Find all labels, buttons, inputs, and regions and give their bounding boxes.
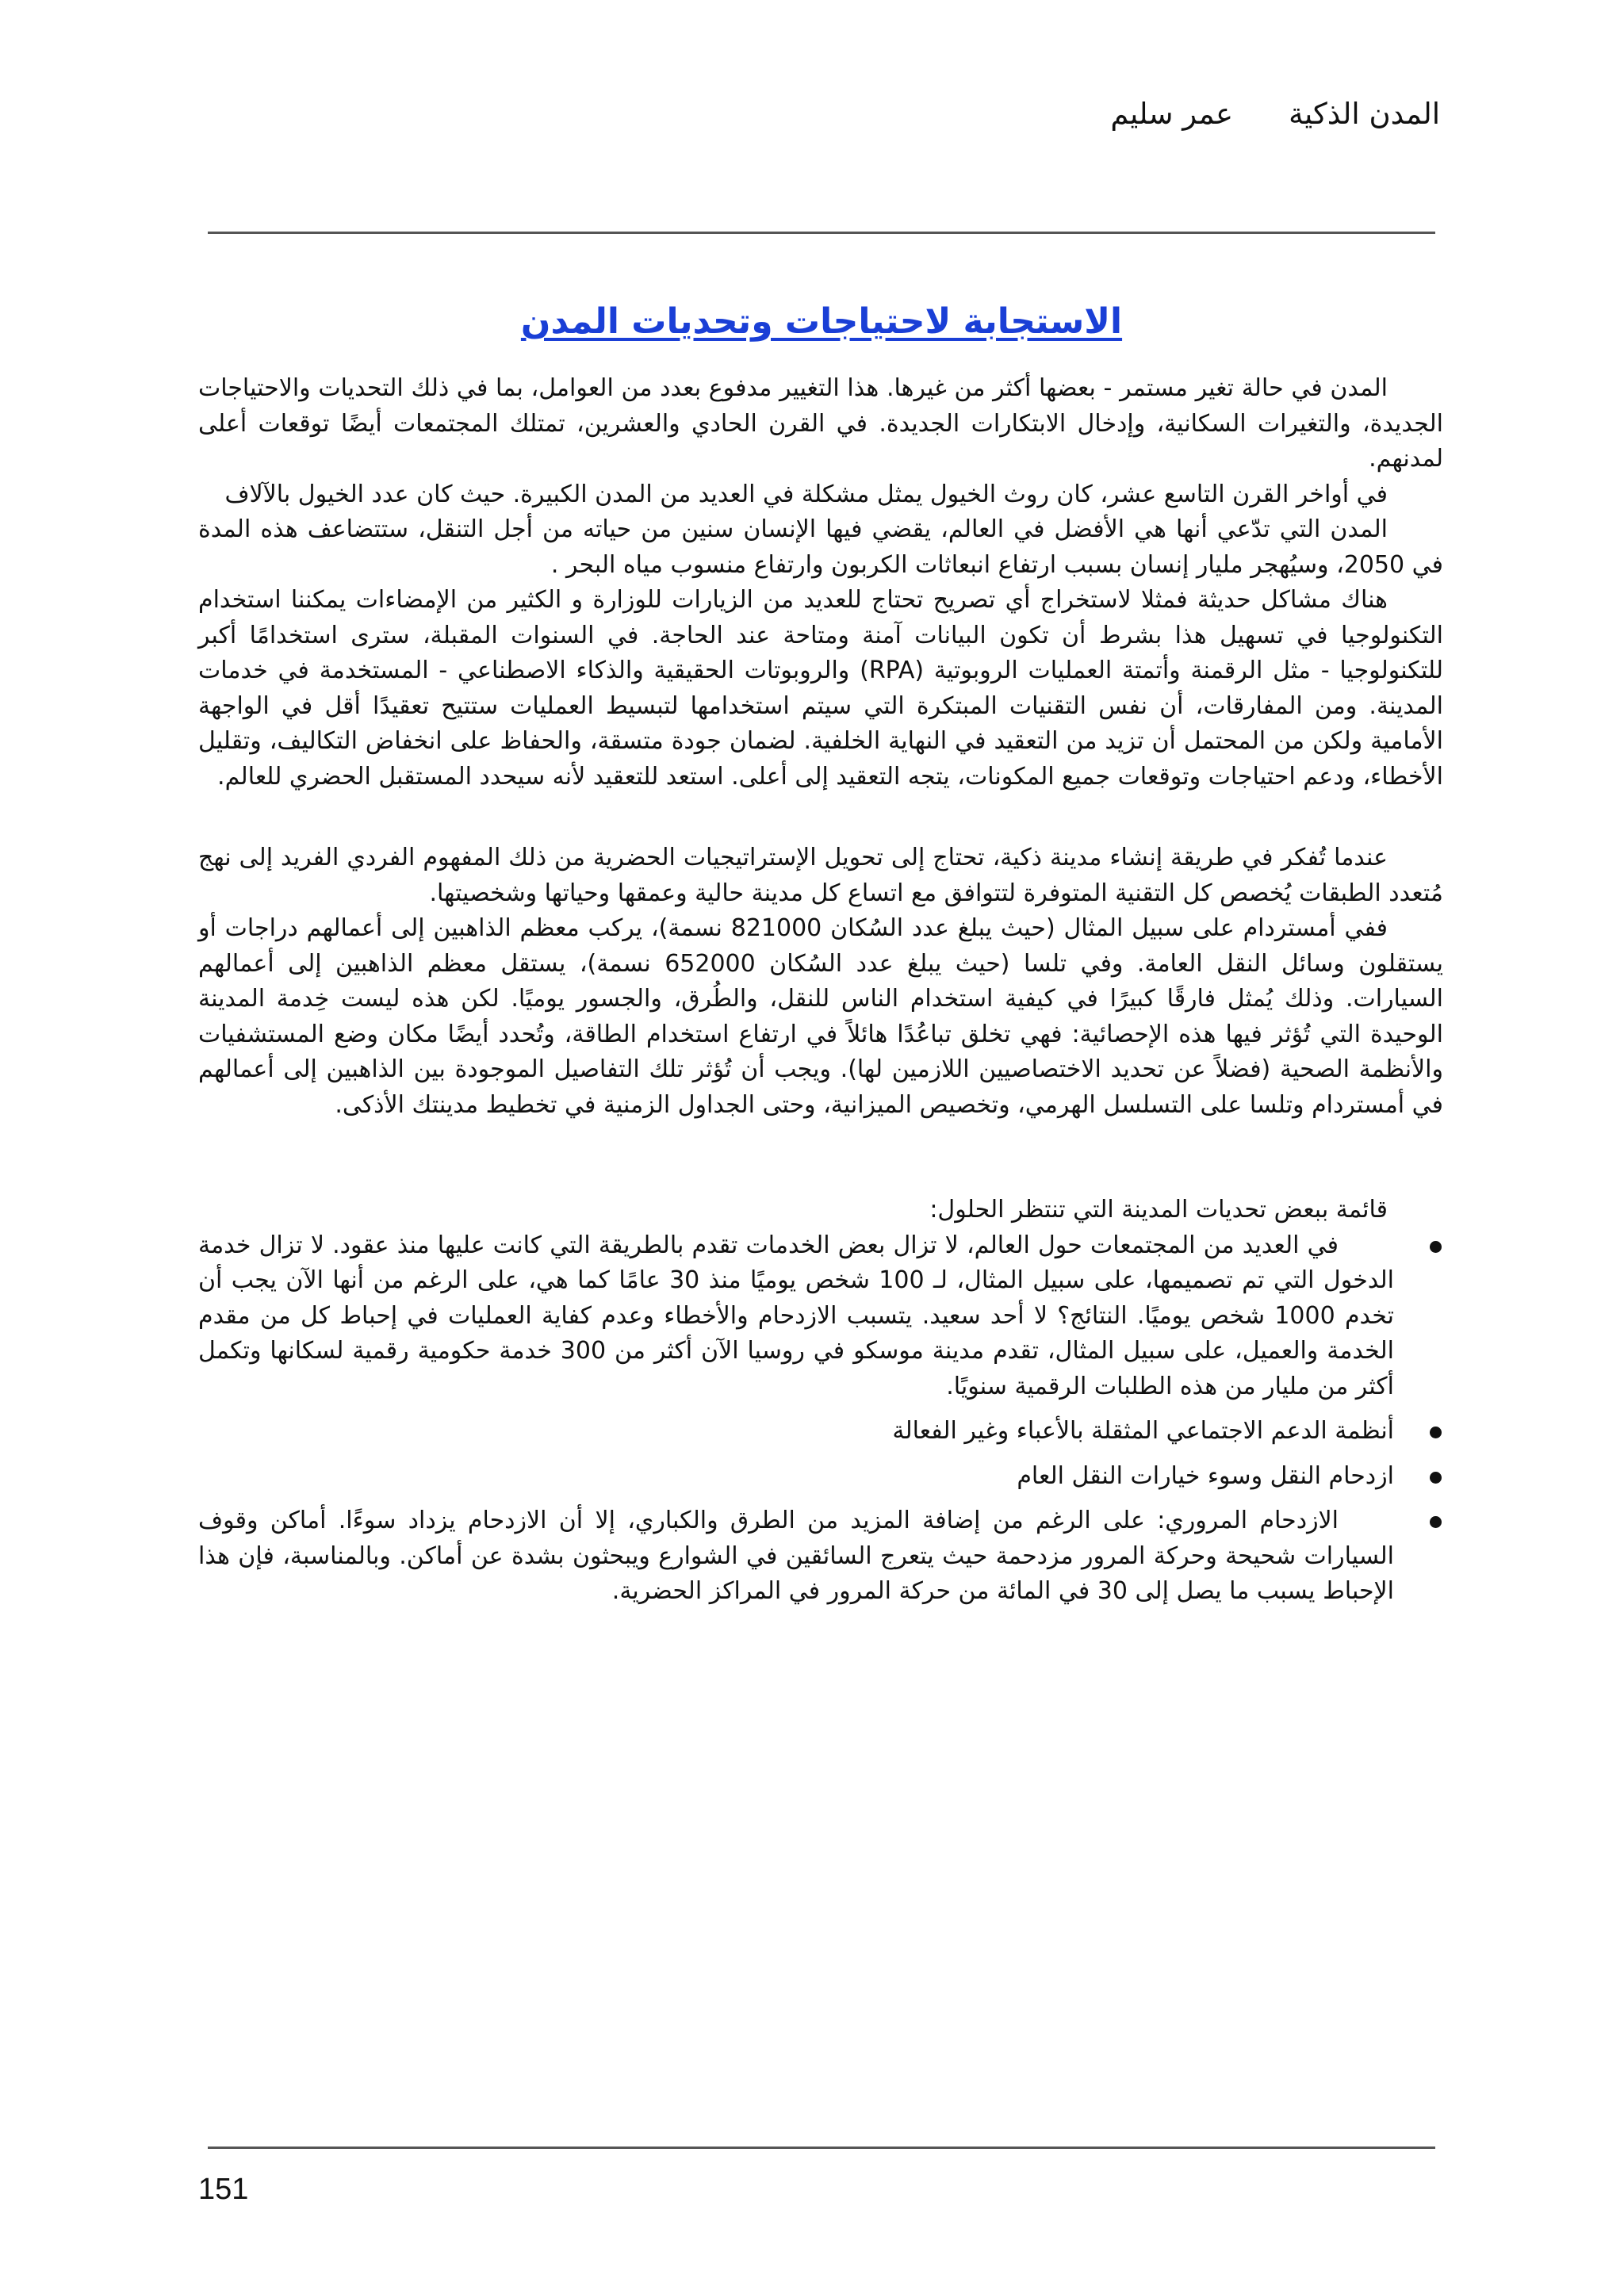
list-item-text: ازدحام النقل وسوء خيارات النقل العام: [1017, 1461, 1394, 1490]
list-item-text: أنظمة الدعم الاجتماعي المثقلة بالأعباء وغير الفعالة: [892, 1417, 1394, 1445]
page-number: 151: [198, 2173, 249, 2206]
paragraph-spacer: [198, 1123, 1443, 1193]
list-item: [198, 1228, 1443, 1405]
bullet-icon: [1430, 1427, 1442, 1438]
list-item: [198, 1459, 1443, 1495]
list-intro: قائمة ببعض تحديات المدينة التي تنتظر الحلول:: [929, 1196, 1388, 1224]
section-title: الاستجابة لاحتياجات وتحديات المدن: [520, 301, 1123, 342]
paragraph-spacer: [198, 795, 1443, 841]
header-book-title: المدن الذكية: [1289, 97, 1440, 131]
bullet-icon: [1430, 1516, 1442, 1528]
body-text: [198, 371, 1443, 1619]
list-item-text: في العديد من المجتمعات حول العالم، لا تزال بعض الخدمات تقدم بالطريقة التي كانت عليها منذ عقود. لا تزال خدمة الدخول التي تم تصميمها، على سبيل المثال، لـ 100 شخص يوميًا منذ 30 عامًا كما هي، على الرغم من أنها الآن يجب أن تخدم 1000 شخص يوميًا. النتائج؟ لا أحد سعيد. يتسبب الازدحام والأخطاء وعدم كفاية العمليات في إحباط كل من مقدم الخدمة والعميل، على سبيل المثال، تقدم مدينة موسكو في روسيا الآن أكثر من 300 خدمة حكومية رقمية لسكانها وتكمل أكثر من مليار من هذه الطلبات الرقمية سنويًا.: [198, 1231, 1395, 1400]
paragraph: المدن التي تدّعي أنها هي الأفضل في العالم، يقضي فيها الإنسان سنين من حياته من أجل التنقل، ستتضاعف هذه المدة في 2050، وسيُهجر مليار إنسان بسبب ارتفاع انبعاثات الكربون وارتفاع منسوب مياه البحر .: [198, 515, 1443, 579]
list-item: [198, 1414, 1443, 1450]
running-header: [1110, 97, 1440, 131]
paragraph: عندما تُفكر في طريقة إنشاء مدينة ذكية، تحتاج إلى تحويل الإستراتيجيات الحضرية من ذلك المفهوم الفردي الفريد إلى نهج مُتعدد الطبقات يُخصص كل التقنية المتوفرة لتتوافق مع اتساع كل مدينة حالية وعمقها وحياتها وشخصيتها.: [198, 844, 1443, 907]
header-author: عمر سليم: [1110, 97, 1234, 131]
paragraph: المدن في حالة تغير مستمر - بعضها أكثر من غيرها. هذا التغيير مدفوع بعدد من العوامل، بما في ذلك التحديات والاحتياجات الجديدة، والتغيرات السكانية، وإدخال الابتكارات الجديدة. في القرن الحادي والعشرين، تمتلك المجتمعات أيضًا توقعات أعلى لمدنهم.: [198, 374, 1443, 473]
bullet-icon: [1430, 1241, 1442, 1253]
footer-divider: [208, 2147, 1435, 2149]
header-divider: [208, 232, 1435, 234]
paragraph: ففي أمستردام على سبيل المثال (حيث يبلغ عدد السُكان 821000 نسمة)، يركب معظم الذاهبين إلى أعمالهم دراجات أو يستقلون وسائل النقل العامة. وفي تلسا (حيث يبلغ عدد السُكان 652000 نسمة)، يستقل معظم الذاهبين إلى أعمالهم السيارات. وذلك يُمثل فارقًا كبيرًا في كيفية استخدام الناس للنقل، والطُرق، والجسور يوميًا. لكن هذه ليست خِدمة المدينة الوحيدة التي تُؤثر فيها هذه الإحصائية: فهي تخلق تباعُدًا هائلاً في ارتفاع استخدام الطاقة، وتُحدد أيضًا مكان وضع المستشفيات والأنظمة الصحية (فضلاً عن تحديد الاختصاصيين اللازمين لها). ويجب أن تُؤثر تلك التفاصيل الموجودة بين الذاهبين إلى أعمالهم في أمستردام وتلسا على التسلسل الهرمي، وتخصيص الميزانية، وحتى الجداول الزمنية في تخطيط مدينتك الأذكى.: [198, 914, 1443, 1119]
challenges-list: [198, 1228, 1443, 1610]
list-item-text: الازدحام المروري: على الرغم من إضافة المزيد من الطرق والكباري، إلا أن الازدحام يزداد سوءًا. أماكن وقوف السيارات شحيحة وحركة المرور مزدحمة حيث يتعرج السائقين في الشوارع ويبحثون بشدة عن أماكن. وبالمناسبة، فإن هذا الإحباط يسبب ما يصل إلى 30 في المائة من حركة المرور في المراكز الحضرية.: [198, 1507, 1394, 1605]
paragraph: في أواخر القرن التاسع عشر، كان روث الخيول يمثل مشكلة في العديد من المدن الكبيرة. حيث كان عدد الخيول بالآلاف: [224, 480, 1388, 508]
list-item: [198, 1503, 1443, 1610]
bullet-icon: [1430, 1472, 1442, 1484]
paragraph: هناك مشاكل حديثة فمثلا لاستخراج أي تصريح تحتاج للعديد من الزيارات للوزارة و الكثير من الإمضاءات يمكننا استخدام التكنولوجيا في تسهيل هذا بشرط أن تكون البيانات آمنة ومتاحة عند الحاجة. في السنوات المقبلة، سترى استخدامًا أكبر للتكنولوجيا - مثل الرقمنة وأتمتة العمليات الروبوتية (RPA) والروبوتات الحقيقية والذكاء الاصطناعي - المستخدمة في خدمات المدينة. ومن المفارقات، أن نفس التقنيات المبتكرة التي سيتم استخدامها لتبسيط العمليات ستتيح تعقيدًا أقل في الواجهة الأمامية ولكن من المحتمل أن تزيد من التعقيد في النهاية الخلفية. لضمان جودة متسقة، والحفاظ على انخفاض التكاليف، وتقليل الأخطاء، ودعم احتياجات وتوقعات جميع المكونات، يتجه التعقيد إلى أعلى. استعد للتعقيد لأنه سيحدد المستقبل الحضري للعالم.: [198, 586, 1444, 791]
